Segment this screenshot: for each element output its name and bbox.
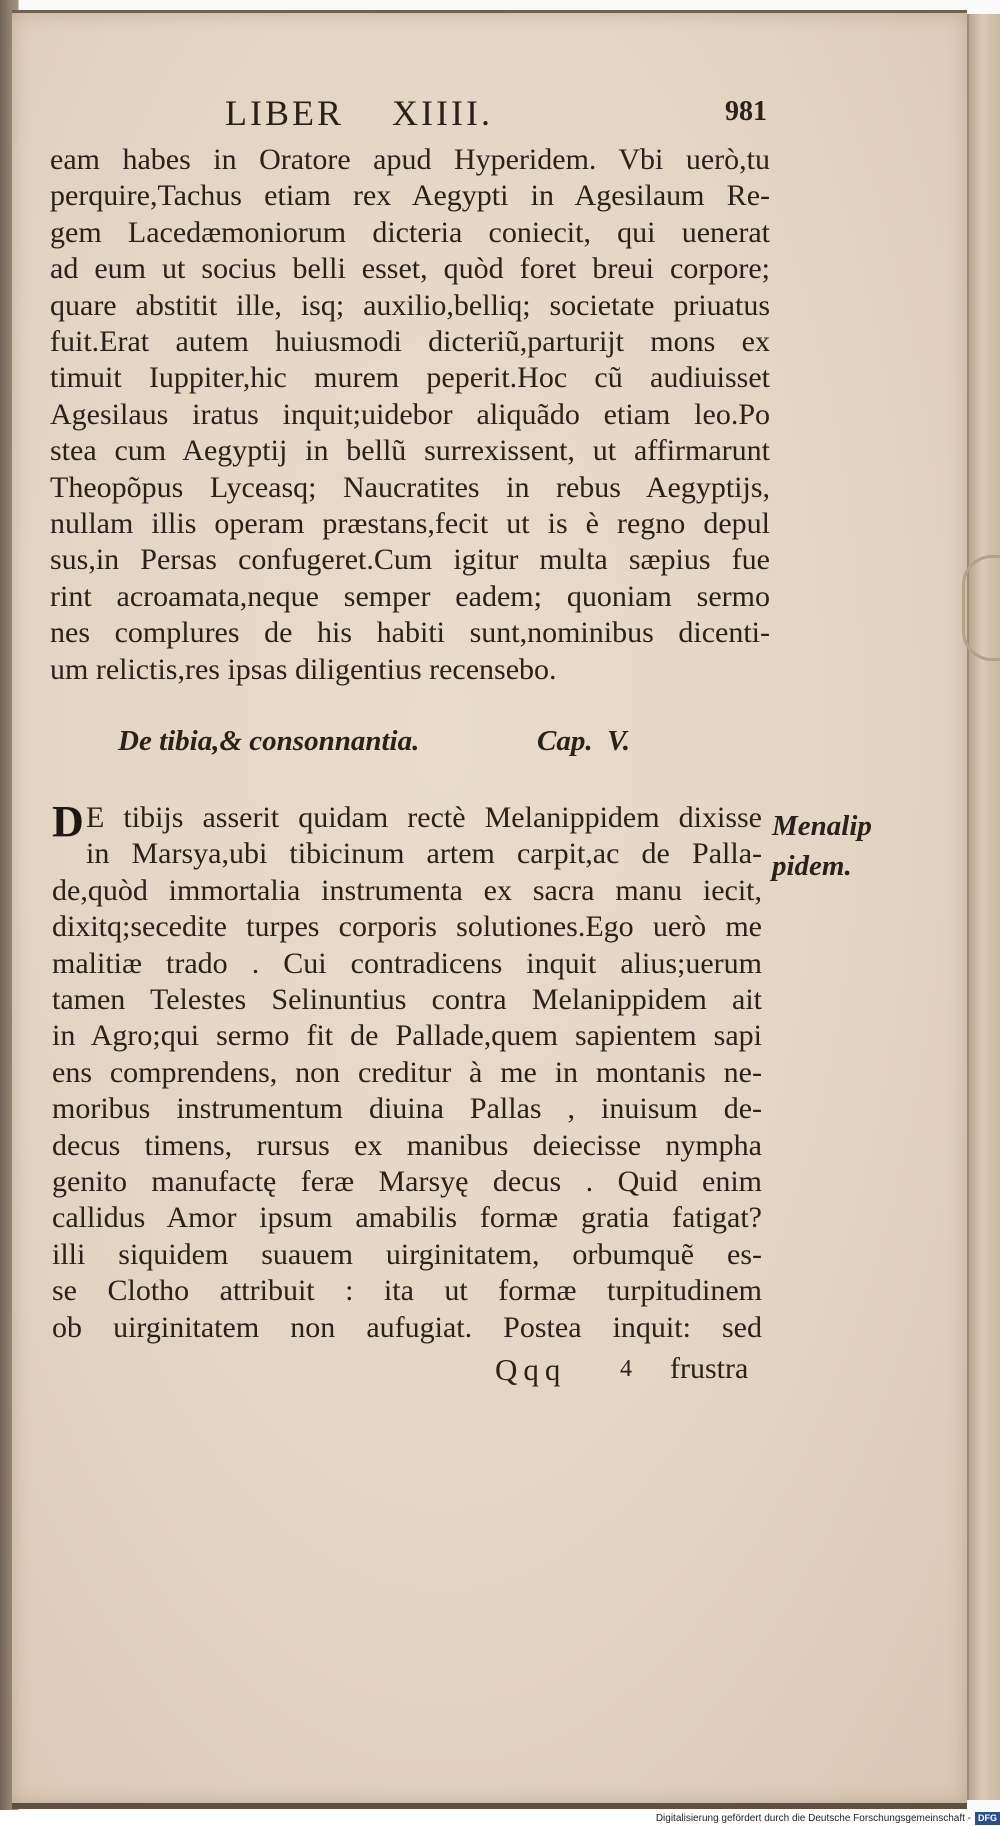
body-line: eam habes in Oratore apud Hyperidem. Vbi uerò,tu <box>50 143 770 176</box>
body-text <box>50 142 770 688</box>
paragraph-line: in Marsya,ubi tibicinum artem carpit,ac de Palla- <box>86 837 762 871</box>
body-line: quare abstitit ille, isq; auxilio,belliq; societate priuatus <box>50 288 770 322</box>
body-line: sus,in Persas confugeret.Cum igitur multa sæpius fue <box>50 543 770 577</box>
body-line: nullam illis operam præstans,fecit ut is è regno depul <box>50 507 770 541</box>
chapter-number: Cap. V. <box>537 725 630 757</box>
body-line: Theopõpus Lyceasq; Naucratites in rebus Aegyptijs, <box>50 470 770 504</box>
body-line: gem Lacedæmoniorum dicteria coniecit, qui uenerat <box>50 215 770 249</box>
binding-clip <box>962 555 1000 661</box>
marginal-note <box>772 806 872 886</box>
body-line: perquire,Tachus etiam rex Aegypti in Agesilaum Re- <box>50 179 770 213</box>
body-line: rint acroamata,neque semper eadem; quoniam sermo <box>50 579 770 613</box>
signature-number: 4 <box>620 1356 632 1382</box>
paragraph-line: E tibijs asserit quidam rectè Melanippidem dixisse <box>86 801 762 834</box>
marginal-note-line: Menalip <box>772 810 872 842</box>
paragraph-line: decus timens, rursus ex manibus deiecisse nympha <box>52 1128 762 1162</box>
digitization-credit <box>610 1811 1000 1826</box>
dfg-logo: DFG <box>975 1812 1000 1825</box>
body-line: Agesilaus iratus inquit;uidebor aliquãdo etiam leo.Po <box>50 397 770 431</box>
paragraph-line: genito manufactę feræ Marsyę decus . Quid enim <box>52 1165 762 1199</box>
paragraph-line: callidus Amor ipsum amabilis formæ gratia fatigat? <box>52 1201 762 1235</box>
paragraph-line: de,quòd immortalia instrumenta ex sacra manu iecit, <box>52 873 762 907</box>
paragraph-line: dixitq;secedite turpes corporis solutiones.Ego uerò me <box>52 910 762 944</box>
credit-text: Digitalisierung gefördert durch die Deutsche Forschungsgemeinschaft - <box>655 1813 971 1824</box>
paragraph-line: illi siquidem suauem uirginitatem, orbumquẽ es- <box>52 1237 762 1271</box>
paragraph-line: se Clotho attribuit : ita ut formæ turpitudinem <box>52 1274 762 1308</box>
paragraph-line: moribus instrumentum diuina Pallas , inuisum de- <box>52 1092 762 1126</box>
running-title: LIBER XIIII. <box>225 93 493 133</box>
paragraph-text <box>52 797 762 1346</box>
paragraph-line: ob uirginitatem non aufugiat. Postea inquit: sed <box>52 1310 762 1344</box>
marginal-note-line: pidem. <box>772 850 852 882</box>
paragraph-line: malitiæ trado . Cui contradicens inquit alius;uerum <box>52 946 762 980</box>
chapter-title: De tibia,& consonnantia. <box>118 725 420 757</box>
paragraph-line: in Agro;qui sermo fit de Pallade,quem sapientem sapi <box>52 1019 762 1053</box>
page-edge <box>967 14 1000 1800</box>
catchword: frustra <box>670 1352 749 1385</box>
body-line: ad eum ut socius belli esset, quòd foret breui corpore; <box>50 252 770 286</box>
body-line: um relictis,res ipsas diligentius recensebo. <box>50 652 557 686</box>
body-line: nes complures de his habiti sunt,nominibus dicenti- <box>50 616 770 650</box>
body-line: stea cum Aegyptij in bellũ surrexissent, ut affirmarunt <box>50 434 770 468</box>
body-line: timuit Iuppiter,hic murem peperit.Hoc cũ audiuisset <box>50 361 770 395</box>
drop-capital: D <box>52 797 84 846</box>
paragraph-line: ens comprendens, non creditur à me in montanis ne- <box>52 1055 762 1089</box>
body-line: fuit.Erat autem huiusmodi dicteriũ,parturijt mons ex <box>50 325 770 359</box>
paragraph-line: tamen Telestes Selinuntius contra Melanippidem ait <box>52 983 762 1017</box>
folio-number: 981 <box>725 96 767 127</box>
signature-mark: Qqq <box>495 1352 567 1387</box>
